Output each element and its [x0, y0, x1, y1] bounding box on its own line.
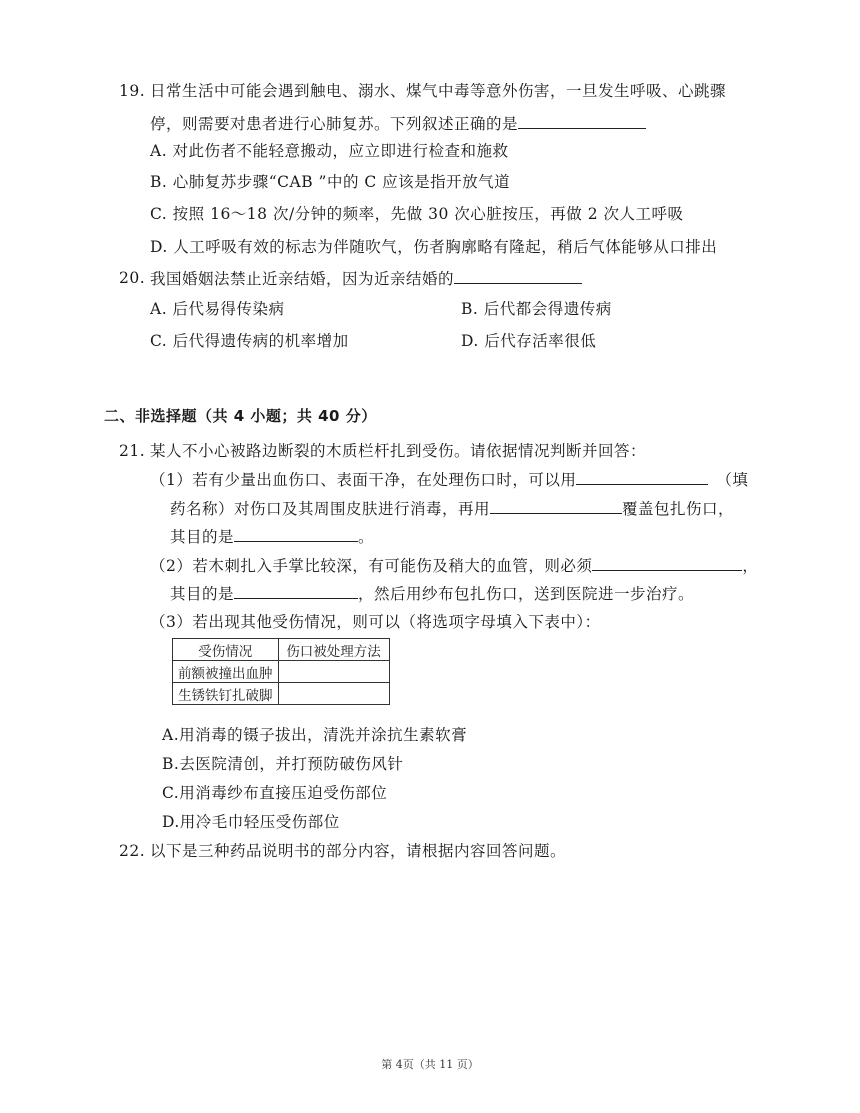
answer-cell[interactable]: [278, 661, 389, 683]
question-21-option-d: D.用冷毛巾轻压受伤部位: [162, 813, 340, 831]
answer-cell[interactable]: [278, 683, 389, 705]
section-2-title: 二、非选择题（共 4 小题；共 40 分）: [104, 407, 377, 425]
question-21-part1-line3: 其目的是 。: [170, 525, 374, 548]
question-21-part2-line1: （2）若木刺扎入手掌比较深，有可能伤及稍大的血管，则必须 ，: [150, 554, 758, 577]
question-20-option-a: A. 后代易得传染病: [150, 300, 285, 318]
question-19-stem-line2: 停，则需要对患者进行心肺复苏。下列叙述正确的是: [150, 112, 646, 135]
table-cell: 生锈铁钉扎破脚: [173, 683, 279, 705]
answer-blank[interactable]: [454, 267, 582, 284]
question-21-part3: （3）若出现其他受伤情况，则可以（将选项字母填入下表中）：: [150, 613, 601, 631]
question-21-stem: 某人不小心被路边断裂的木质栏杆扎到受伤。请依据情况判断并回答：: [150, 442, 647, 460]
question-19-option-a: A. 对此伤者不能轻意搬动，应立即进行检查和施救: [150, 142, 509, 160]
question-19-stem-line1: 日常生活中可能会遇到触电、溺水、煤气中毒等意外伤害，一旦发生呼吸、心跳骤: [150, 82, 727, 100]
answer-blank[interactable]: [576, 468, 708, 485]
answer-blank[interactable]: [518, 112, 646, 129]
question-20-number: 20.: [119, 269, 146, 287]
question-19-option-c: C. 按照 16～18 次/分钟的频率，先做 30 次心脏按压，再做 2 次人工呼吸: [150, 205, 684, 223]
question-20-option-d: D. 后代存活率很低: [461, 332, 597, 350]
answer-blank[interactable]: [490, 497, 622, 514]
answer-blank[interactable]: [234, 525, 358, 542]
question-21-option-c: C.用消毒纱布直接压迫受伤部位: [162, 784, 388, 802]
question-19-option-d: D. 人工呼吸有效的标志为伴随吹气，伤者胸廓略有隆起，稍后气体能够从口排出: [150, 238, 718, 256]
question-21-part1-line2: 药名称）对伤口及其周围皮肤进行消毒，再用 覆盖包扎伤口，: [170, 497, 734, 520]
table-header-row: [173, 639, 390, 661]
question-20-option-c: C. 后代得遗传病的机率增加: [150, 332, 349, 350]
answer-blank[interactable]: [234, 582, 358, 599]
question-22-stem: 以下是三种药品说明书的部分内容，请根据内容回答问题。: [150, 842, 567, 860]
table-header: 伤口被处理方法: [278, 639, 389, 661]
question-20-stem: 我国婚姻法禁止近亲结婚，因为近亲结婚的: [150, 267, 582, 290]
table-row: [173, 683, 390, 705]
question-19-number: 19.: [119, 82, 146, 100]
table-cell: 前额被撞出血肿: [173, 661, 279, 683]
question-19-option-b: B. 心肺复苏步骤“CAB ”中的 C 应该是指开放气道: [150, 173, 511, 191]
question-22-number: 22.: [119, 842, 146, 860]
question-21-part2-line2: 其目的是 ，然后用纱布包扎伤口，送到医院进一步治疗。: [170, 582, 694, 605]
question-21-option-b: B.去医院清创，并打预防破伤风针: [162, 755, 404, 773]
page-footer: 第 4页（共 11 页）: [381, 1058, 479, 1071]
question-21-number: 21.: [119, 442, 146, 460]
question-20-option-b: B. 后代都会得遗传病: [461, 300, 612, 318]
question-21-option-a: A.用消毒的镊子拔出，清洗并涂抗生素软膏: [162, 726, 468, 744]
table-header: 受伤情况: [173, 639, 279, 661]
injury-table: [172, 638, 390, 705]
table-row: [173, 661, 390, 683]
question-21-part1-line1: （1）若有少量出血伤口、表面干净，在处理伤口时，可以用 （填: [150, 468, 748, 491]
answer-blank[interactable]: [592, 554, 742, 571]
